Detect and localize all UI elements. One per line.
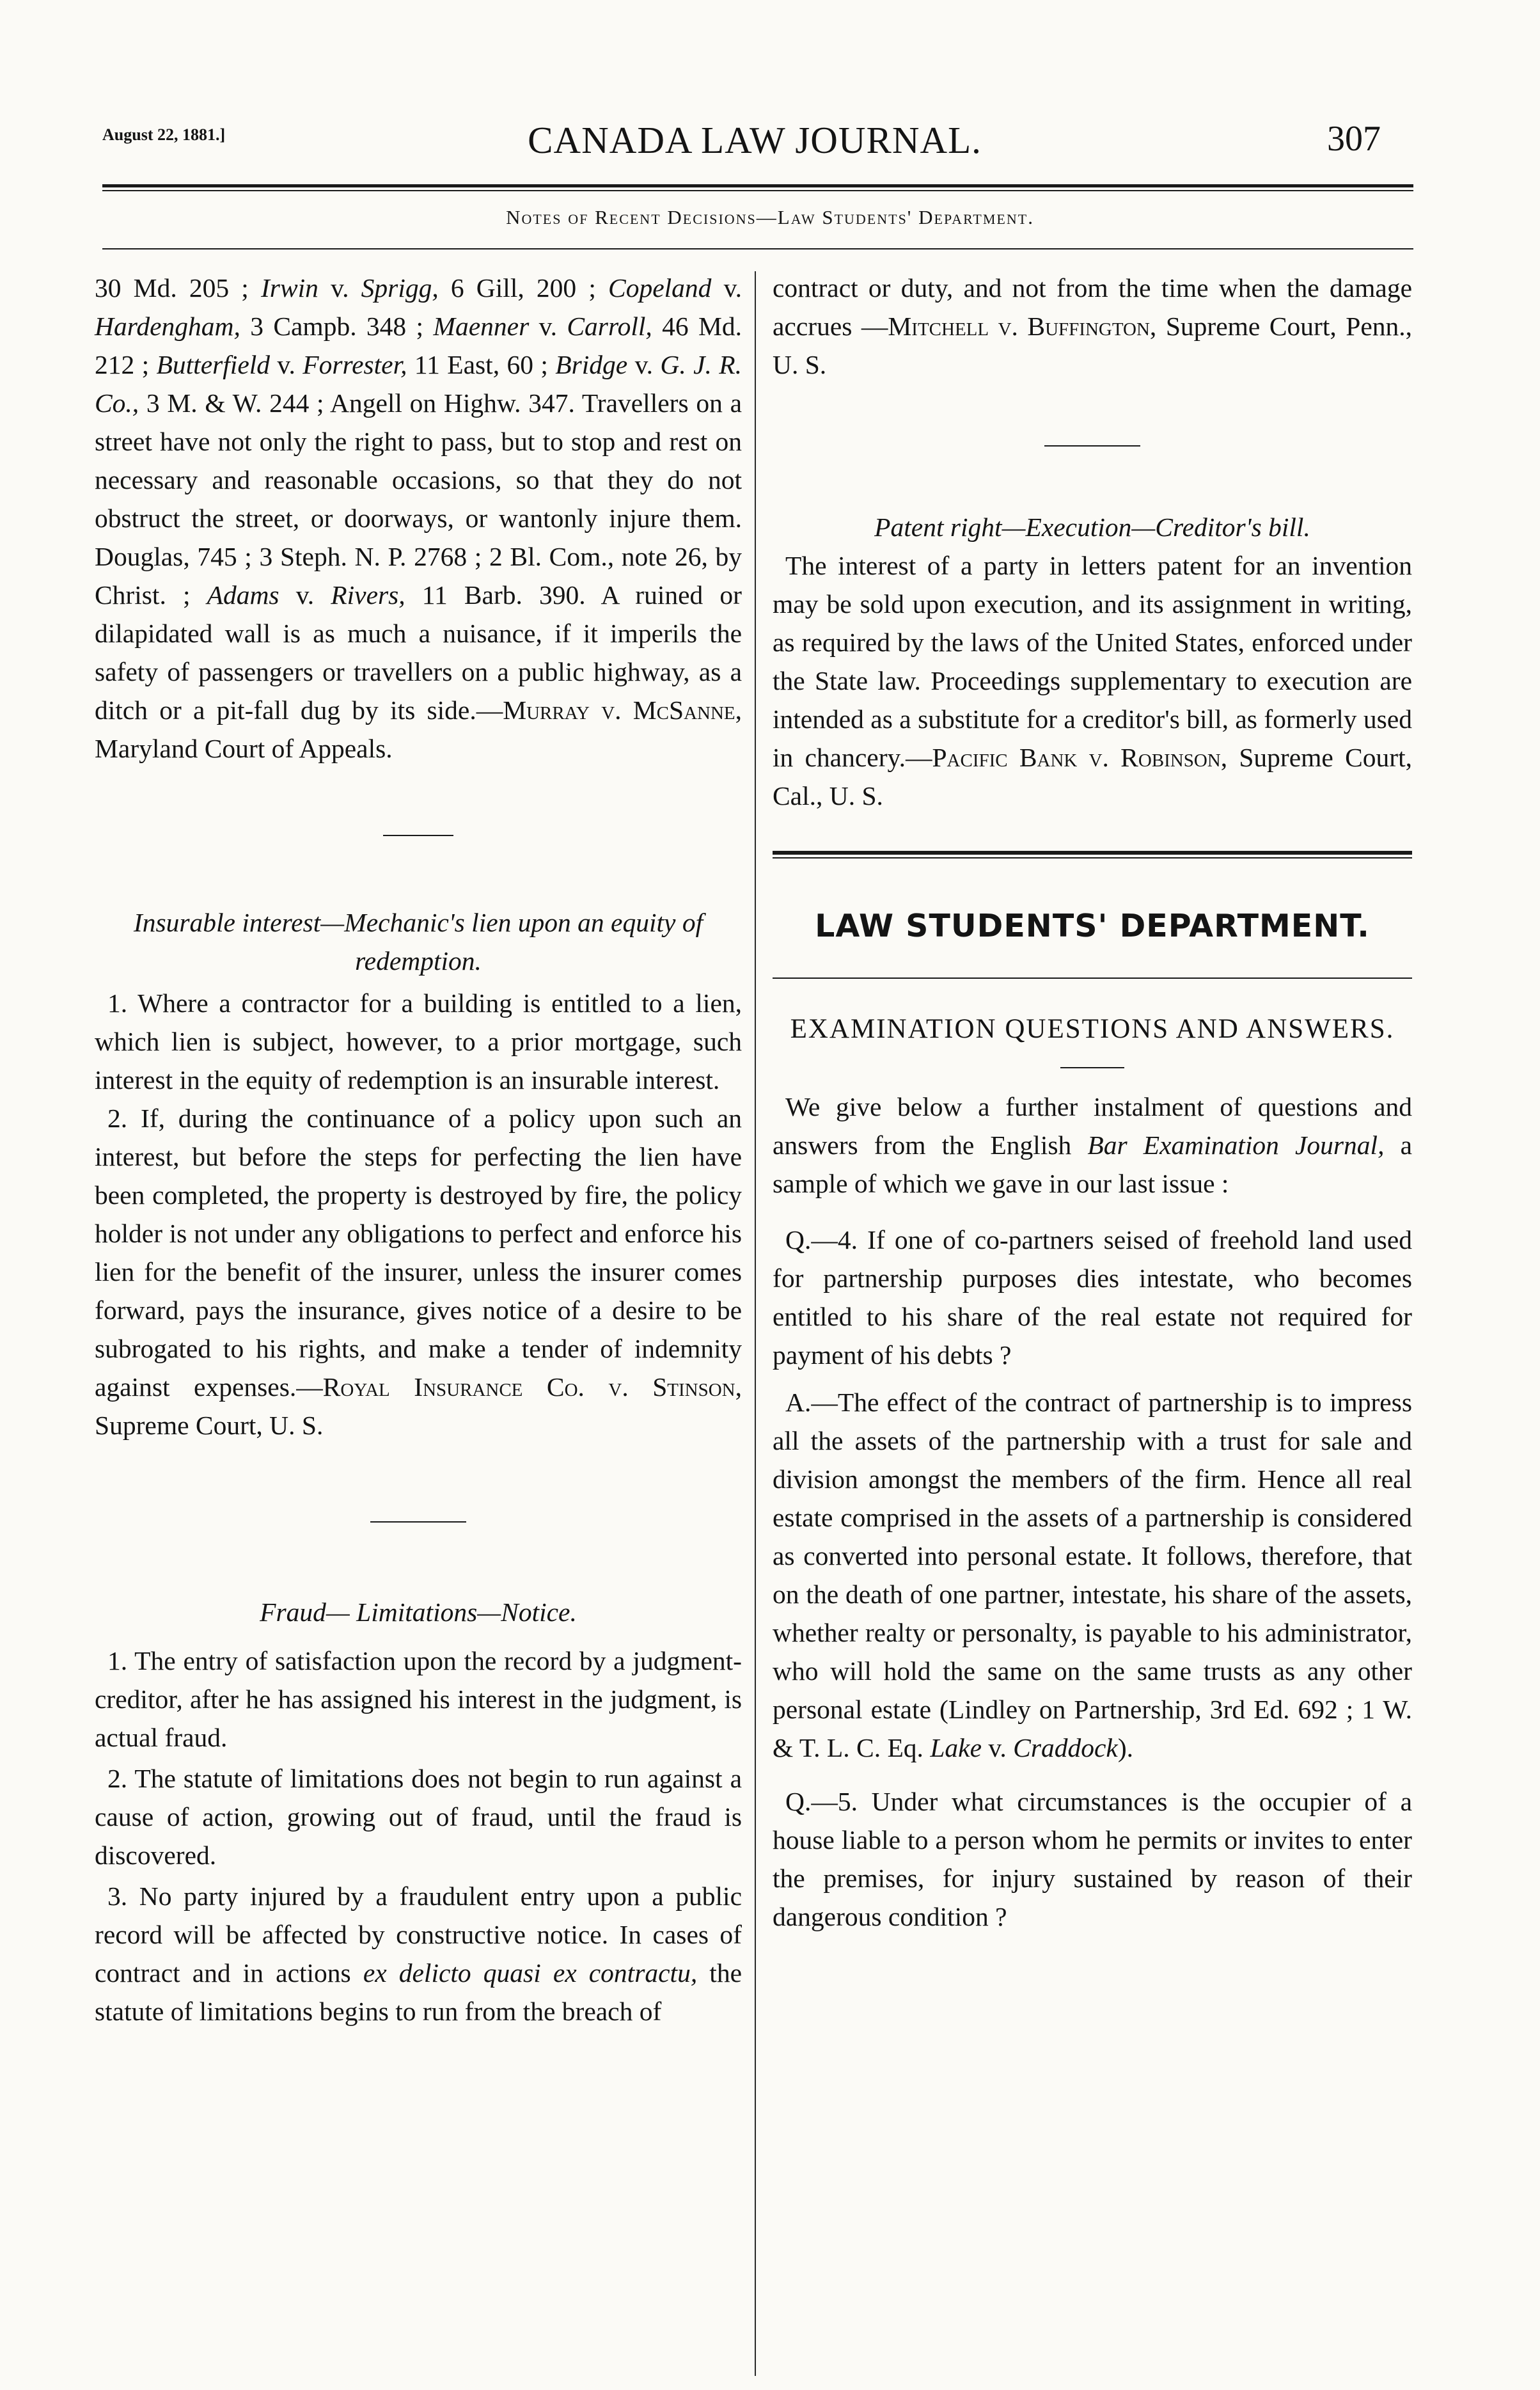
department-title: LAW STUDENTS' DEPARTMENT.: [815, 908, 1370, 944]
fraud-p2: 2. The statute of limitations does not begin to run against a cause of action, growing out of fraud, until the fraud is discovered.: [95, 1764, 742, 1870]
right-column: [773, 269, 1412, 1936]
case-name: Royal Insurance Co. v. Stinson,: [322, 1372, 742, 1402]
header-rule-bottom: [102, 190, 1413, 191]
fraud-p1: 1. The entry of satisfaction upon the record by a judgment-creditor, after he has assigned his interest in the judgment, is actual fraud.: [95, 1646, 742, 1752]
issue-date: August 22, 1881.]: [102, 125, 226, 144]
fraud-p3: 3. No party injured by a fraudulent entry upon a public record will be affected by constructive notice. In cases of contract and in actions ex delicto quasi ex contractu, the statute of limitations begins to run from the breach of: [95, 1881, 742, 2026]
patent-heading: Patent right—Execution—Creditor's bill.: [874, 512, 1310, 542]
insurable-interest-heading: Insurable interest—Mechanic's lien upon an equity of redemption.: [133, 908, 703, 976]
question-5: Q.—5. Under what circumstances is the occupier of a house liable to a person whom he permits or invites to enter the premises, for injury sustained by reason of their dangerous condition ?: [773, 1787, 1412, 1931]
section-divider: [1060, 1067, 1124, 1068]
department-title-rule: [773, 977, 1412, 979]
section-divider: [383, 835, 453, 836]
section-divider: [370, 1521, 466, 1523]
column-divider: [755, 271, 756, 2376]
mitchell-case-paragraph: contract or duty, and not from the time when the damage accrues —Mitchell v. Buffington, Supreme Court, Penn., U. S.: [773, 273, 1412, 379]
header-rule-top: [102, 184, 1413, 187]
section-title: EXAMINATION QUESTIONS AND ANSWERS.: [790, 1014, 1395, 1044]
case-name: Mitchell v. Buffington,: [888, 312, 1157, 341]
subheader-rule: [102, 248, 1413, 249]
murray-case-paragraph: 30 Md. 205 ; Irwin v. Sprigg, 6 Gill, 200 ; Copeland v. Hardengham, 3 Campb. 348 ; Maenner v. Carroll, 46 Md. 212 ; Butterfield v. Forrester, 11 East, 60 ; Bridge v. G. J. R. Co., 3 M. & W. 244 ; Angell on Highw. 347. Travellers on a street have not only the right to pass, but to stop and rest on necessary and reasonable occasions, so that they do not obstruct the street, or doorways, or wantonly injure them. Douglas, 745 ; 3 Steph. N. P. 2768 ; 2 Bl. Com., note 26, by Christ. ; Adams v. Rivers, 11 Barb. 390. A ruined or dilapidated wall is as much a nuisance, if it imperils the safety of passengers or travellers on a public highway, as a ditch or a pit-fall dug by its side.—Murray v. McSanne, Maryland Court of Appeals.: [95, 273, 742, 763]
patent-p1: The interest of a party in letters patent for an invention may be sold upon execution, and its assignment in writing, as required by the laws of the United States, enforced under the State law. Proceedings supplementary to execution are intended as a substitute for a creditor's bill, as formerly used in chancery.—Pacific Bank v. Robinson, Supreme Court, Cal., U. S.: [773, 551, 1412, 811]
intro-paragraph: We give below a further instalment of questions and answers from the English Bar Examination Journal, a sample of which we gave in our last issue :: [773, 1092, 1413, 1198]
department-rule-thick: [773, 851, 1412, 855]
running-subheader: Notes of Recent Decisions—Law Students' Department.: [506, 206, 1034, 228]
fraud-heading: Fraud— Limitations—Notice.: [260, 1597, 577, 1627]
insurable-p2: 2. If, during the continuance of a policy upon such an interest, but before the steps for perfecting the lien have been completed, the property is destroyed by fire, the policy holder is not under any obligations to perfect and enforce his lien for the benefit of the insurer, unless the insurer comes forward, pays the insurance, gives notice of a desire to be subrogated to his rights, and make a tender of indemnity against expenses.—Royal Insurance Co. v. Stinson, Supreme Court, U. S.: [95, 1104, 742, 1440]
journal-title: CANADA LAW JOURNAL.: [528, 119, 982, 161]
question-4: Q.—4. If one of co-partners seised of freehold land used for partnership purposes dies intestate, who becomes entitled to his share of the real estate not required for payment of his debts ?: [773, 1225, 1412, 1370]
case-name: Murray v. McSanne,: [503, 695, 742, 725]
insurable-p1: 1. Where a contractor for a building is entitled to a lien, which lien is subject, however, to a prior mortgage, such interest in the equity of redemption is an insurable interest.: [95, 988, 742, 1095]
section-divider: [1044, 445, 1140, 447]
answer-4: A.—The effect of the contract of partnership is to impress all the assets of the partnership with a trust for sale and division amongst the members of the firm. Hence all real estate comprised in the assets of a partnership is considered as converted into personal estate. It follows, therefore, that on the death of one partner, intestate, his share of the assets, whether realty or personalty, is payable to his administrator, who will hold the same on the same trusts as any other personal estate (Lindley on Partnership, 3rd Ed. 692 ; 1 W. & T. L. C. Eq. Lake v. Craddock).: [773, 1388, 1412, 1762]
left-column: [95, 269, 742, 2030]
page-number: 307: [1327, 119, 1381, 159]
department-rule-thin: [773, 857, 1412, 859]
case-name: Pacific Bank v. Robinson,: [932, 743, 1228, 772]
